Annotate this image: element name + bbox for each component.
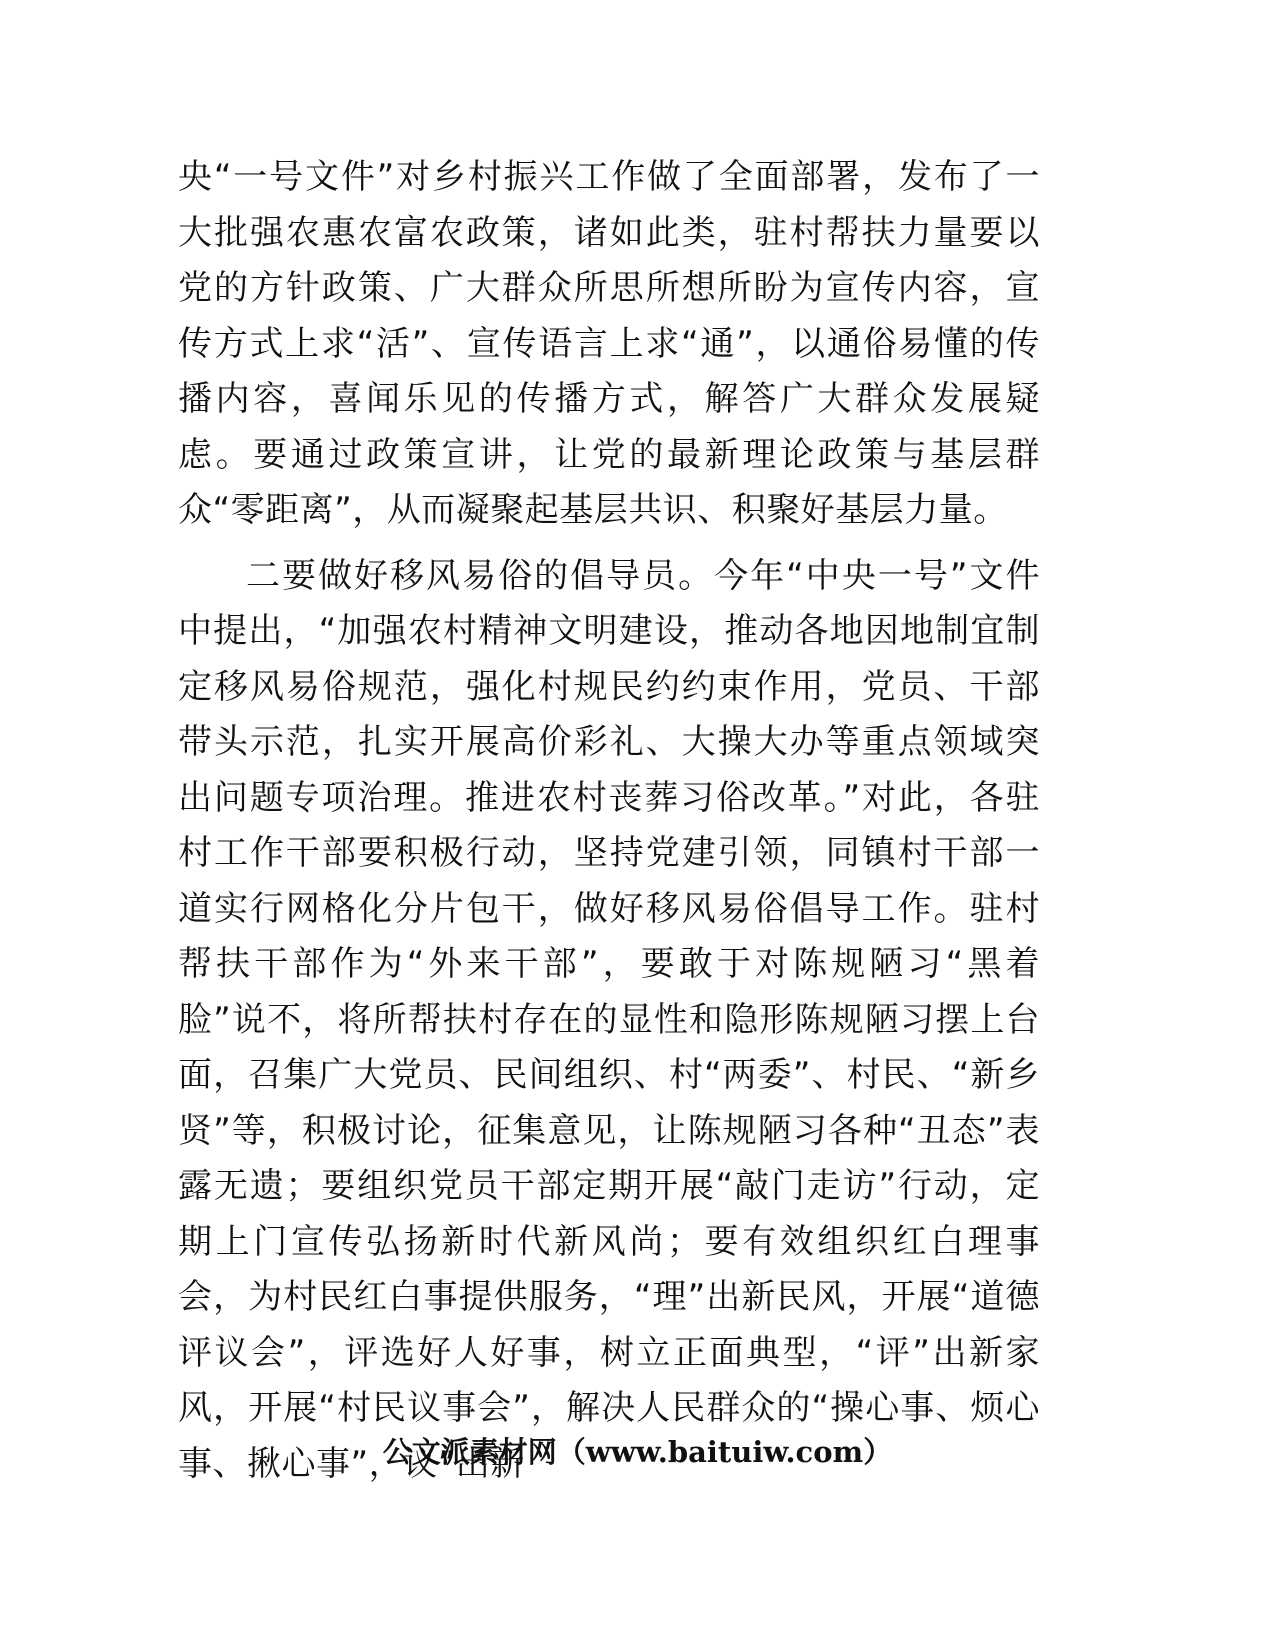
- footer-watermark-text: 公文派素材网（www.baituiw.com）: [382, 1435, 893, 1469]
- document-body: [178, 150, 1040, 1492]
- paragraph-custom-reform: 二要做好移风易俗的倡导员。今年“中央一号”文件中提出，“加强农村精神文明建设，推动各地因地制宜制定移风易俗规范，强化村规民约约束作用，党员、干部带头示范，扎实开展高价彩礼、大操大办等重点领域突出问题专项治理。推进农村丧葬习俗改革。”对此，各驻村工作干部要积极行动，坚持党建引领，同镇村干部一道实行网格化分片包干，做好移风易俗倡导工作。驻村帮扶干部作为“外来干部”，要敢于对陈规陋习“黑着脸”说不，将所帮扶村存在的显性和隐形陈规陋习摆上台面，召集广大党员、民间组织、村“两委”、村民、“新乡贤”等，积极讨论，征集意见，让陈规陋习各种“丑态”表露无遗；要组织党员干部定期开展“敲门走访”行动，定期上门宣传弘扬新时代新风尚；要有效组织红白理事会，为村民红白事提供服务，“理”出新民风，开展“道德评议会”，评选好人好事，树立正面典型，“评”出新家风，开展“村民议事会”，解决人民群众的“操心事、烦心事、揪心事”，议”出新: [178, 555, 1040, 1484]
- paragraph-continuation: 央“一号文件”对乡村振兴工作做了全面部署，发布了一大批强农惠农富农政策，诸如此类，驻村帮扶力量要以党的方针政策、广大群众所思所想所盼为宣传内容，宣传方式上求“活”、宣传语言上求“通”，以通俗易懂的传播内容，喜闻乐见的传播方式，解答广大群众发展疑虑。要通过政策宣讲，让党的最新理论政策与基层群众“零距离”，从而凝聚起基层共识、积聚好基层力量。: [178, 157, 1040, 530]
